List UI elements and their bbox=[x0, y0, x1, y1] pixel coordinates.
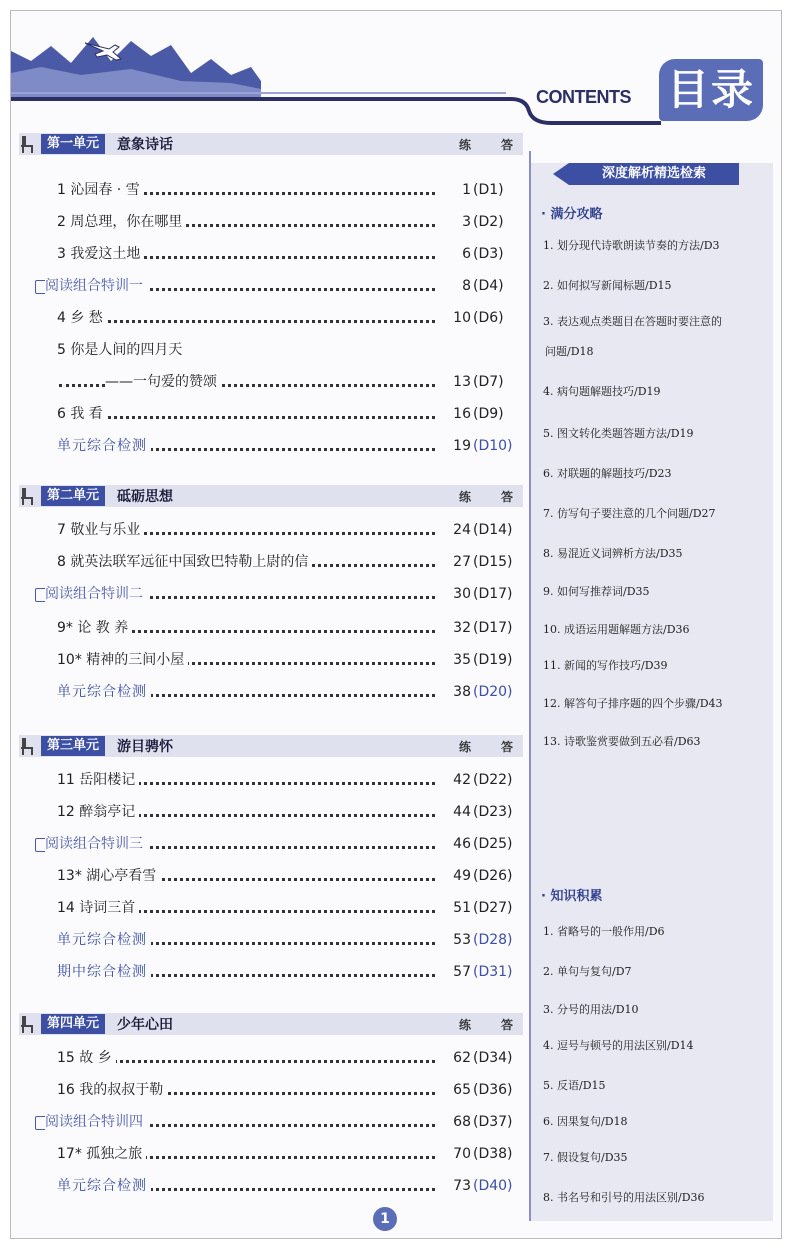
entry-answer-page: (D9) bbox=[473, 406, 504, 422]
strategy-item[interactable]: 7. 仿写句子要注意的几个问题/D27 bbox=[543, 507, 716, 520]
entry-answer-page: (D3) bbox=[473, 246, 504, 262]
entry-page: 30 bbox=[450, 583, 471, 605]
entry-page: 13 bbox=[450, 371, 471, 393]
knowledge-item[interactable]: 7. 假设复句/D35 bbox=[543, 1151, 628, 1164]
panel-title-text: 深度解析精选检索 bbox=[601, 166, 706, 181]
entry-page: 32 bbox=[450, 617, 471, 639]
entry-answer-page: (D38) bbox=[473, 1146, 513, 1162]
page-title: 目录 bbox=[659, 59, 763, 121]
unit-name: 意象诗话 bbox=[117, 137, 174, 153]
toc-entry[interactable] bbox=[19, 1175, 523, 1197]
strategy-item[interactable]: 8. 易混近义词辨析方法/D35 bbox=[543, 547, 683, 560]
unit-number: 第三单元 bbox=[41, 736, 105, 756]
entry-page: 1 bbox=[459, 179, 471, 201]
entry-answer-page: (D40) bbox=[473, 1178, 513, 1194]
entry-page: 73 bbox=[450, 1175, 471, 1197]
entry-title: 4 乡 愁 bbox=[57, 307, 107, 329]
answer-column-label: 答 bbox=[500, 1017, 513, 1032]
entry-title: 15 故 乡 bbox=[57, 1047, 116, 1069]
panel-title bbox=[569, 163, 739, 185]
reading-chair-icon bbox=[19, 134, 37, 154]
entry-title: 阅读组合特训一 bbox=[45, 275, 147, 297]
toc-entry[interactable] bbox=[19, 435, 523, 457]
entry-answer-page: (D20) bbox=[473, 684, 513, 700]
entry-title: 13* 湖心亭看雪 bbox=[57, 865, 160, 887]
toc-entry[interactable] bbox=[19, 339, 523, 361]
practice-column-label: 练 bbox=[458, 739, 471, 754]
toc-entry[interactable] bbox=[19, 583, 523, 605]
unit-name: 砥砺思想 bbox=[117, 489, 174, 505]
entry-answer-page: (D2) bbox=[473, 214, 504, 230]
answer-column-label: 答 bbox=[500, 739, 513, 754]
unit-name: 游目骋怀 bbox=[117, 739, 174, 755]
arrow-icon bbox=[553, 163, 569, 185]
toc-entry[interactable] bbox=[19, 1047, 523, 1069]
entry-answer-page: (D23) bbox=[473, 804, 513, 820]
entry-answer-page: (D14) bbox=[473, 522, 513, 538]
unit-bar bbox=[19, 133, 523, 155]
contents-page bbox=[10, 10, 782, 1239]
reading-chair-icon bbox=[19, 486, 37, 506]
unit-header bbox=[19, 133, 523, 155]
entry-title: 11 岳阳楼记 bbox=[57, 769, 139, 791]
entry-page: 6 bbox=[459, 243, 471, 265]
toc-entry[interactable] bbox=[19, 307, 523, 329]
entry-title: 阅读组合特训二 bbox=[45, 583, 147, 605]
entry-title: 8 就英法联军远征中国致巴特勒上尉的信 bbox=[57, 551, 312, 573]
toc-entry[interactable] bbox=[19, 865, 523, 887]
entry-page: 49 bbox=[450, 865, 471, 887]
entry-title: 3 我爱这土地 bbox=[57, 243, 144, 265]
section-knowledge-title: · 知识积累 bbox=[541, 889, 603, 904]
entry-answer-page: (D26) bbox=[473, 868, 513, 884]
section-strategy-title: · 满分攻略 bbox=[541, 207, 603, 222]
entry-title: 单元综合检测 bbox=[57, 435, 151, 457]
entry-answer-page: (D17) bbox=[473, 620, 513, 636]
entry-title: 17* 孤独之旅 bbox=[57, 1143, 146, 1165]
strategy-item[interactable]: 11. 新闻的写作技巧/D39 bbox=[543, 659, 668, 672]
entry-page: 68 bbox=[450, 1111, 471, 1133]
toc-entry[interactable] bbox=[19, 211, 523, 233]
entry-answer-page: (D36) bbox=[473, 1082, 513, 1098]
toc-entry[interactable] bbox=[19, 929, 523, 951]
unit-number: 第二单元 bbox=[41, 486, 105, 506]
practice-column-label: 练 bbox=[458, 1017, 471, 1032]
dot-leader bbox=[59, 416, 435, 419]
toc-entry[interactable] bbox=[19, 961, 523, 983]
unit-header bbox=[19, 1013, 523, 1035]
toc-entry[interactable] bbox=[19, 243, 523, 265]
entry-title: 单元综合检测 bbox=[57, 681, 151, 703]
toc-entry[interactable] bbox=[19, 551, 523, 573]
answer-column-label: 答 bbox=[500, 489, 513, 504]
entry-answer-page: (D31) bbox=[473, 964, 513, 980]
toc-entry[interactable] bbox=[19, 403, 523, 425]
entry-title: 9* 论 教 养 bbox=[57, 617, 132, 639]
toc-entry[interactable] bbox=[19, 519, 523, 541]
unit-bar bbox=[19, 485, 523, 507]
toc-entry[interactable] bbox=[19, 617, 523, 639]
entry-title: 阅读组合特训四 bbox=[45, 1111, 147, 1133]
toc-entry[interactable] bbox=[19, 179, 523, 201]
knowledge-item[interactable]: 8. 书名号和引号的用法区别/D36 bbox=[543, 1191, 705, 1204]
entry-answer-page: (D19) bbox=[473, 652, 513, 668]
entry-answer-page: (D6) bbox=[473, 310, 504, 326]
unit-bar bbox=[19, 1013, 523, 1035]
unit-number: 第一单元 bbox=[41, 134, 105, 154]
strategy-item[interactable]: 4. 病句题解题技巧/D19 bbox=[543, 385, 661, 398]
entry-answer-page: (D27) bbox=[473, 900, 513, 916]
entry-answer-page: (D25) bbox=[473, 836, 513, 852]
strategy-item[interactable]: 13. 诗歌鉴赏要做到五必看/D63 bbox=[543, 735, 701, 748]
strategy-item[interactable]: 5. 图文转化类题答题方法/D19 bbox=[543, 427, 694, 440]
entry-page: 35 bbox=[450, 649, 471, 671]
entry-page: 46 bbox=[450, 833, 471, 855]
strategy-item[interactable]: 3. 表达观点类题目在答题时要注意的 bbox=[543, 315, 722, 328]
entry-page: 27 bbox=[450, 551, 471, 573]
entry-page: 62 bbox=[450, 1047, 471, 1069]
strategy-item[interactable]: 6. 对联题的解题技巧/D23 bbox=[543, 467, 672, 480]
toc-entry[interactable] bbox=[19, 1111, 523, 1133]
toc-entry[interactable] bbox=[19, 371, 523, 393]
entry-page: 57 bbox=[450, 961, 471, 983]
contents-label: CONTENTS bbox=[536, 87, 631, 107]
entry-answer-page: (D15) bbox=[473, 554, 513, 570]
entry-answer-page: (D4) bbox=[473, 278, 504, 294]
entry-answer-page: (D37) bbox=[473, 1114, 513, 1130]
index-panel bbox=[531, 163, 773, 1221]
toc-entry[interactable] bbox=[19, 681, 523, 703]
entry-page: 24 bbox=[450, 519, 471, 541]
strategy-item[interactable]: 12. 解答句子排序题的四个步骤/D43 bbox=[543, 697, 723, 710]
toc-entry[interactable] bbox=[19, 275, 523, 297]
entry-answer-page: (D34) bbox=[473, 1050, 513, 1066]
entry-answer-page: (D7) bbox=[473, 374, 504, 390]
toc-entry[interactable] bbox=[19, 649, 523, 671]
strategy-item[interactable]: 10. 成语运用题解题方法/D36 bbox=[543, 623, 690, 636]
entry-page: 16 bbox=[450, 403, 471, 425]
entry-page: 8 bbox=[459, 275, 471, 297]
entry-title: 单元综合检测 bbox=[57, 929, 151, 951]
entry-title: ——一句爱的赞颂 bbox=[105, 371, 221, 393]
knowledge-item[interactable]: 4. 逗号与顿号的用法区别/D14 bbox=[543, 1039, 694, 1052]
entry-page: 53 bbox=[450, 929, 471, 951]
toc-entry[interactable] bbox=[19, 1079, 523, 1101]
entry-page: 38 bbox=[450, 681, 471, 703]
entry-title: 2 周总理，你在哪里 bbox=[57, 211, 186, 233]
knowledge-item[interactable]: 1. 省略号的一般作用/D6 bbox=[543, 925, 665, 938]
unit-name: 少年心田 bbox=[117, 1017, 174, 1033]
toc-entry[interactable] bbox=[19, 833, 523, 855]
knowledge-item[interactable]: 3. 分号的用法/D10 bbox=[543, 1003, 639, 1016]
entry-title: 16 我的叔叔于勒 bbox=[57, 1079, 167, 1101]
knowledge-item[interactable]: 5. 反语/D15 bbox=[543, 1079, 606, 1092]
practice-column-label: 练 bbox=[458, 137, 471, 152]
knowledge-item[interactable]: 6. 因果复句/D18 bbox=[543, 1115, 628, 1128]
header bbox=[11, 11, 781, 131]
entry-title: 期中综合检测 bbox=[57, 961, 151, 983]
entry-title: 12 醉翁亭记 bbox=[57, 801, 139, 823]
entry-answer-page: (D17) bbox=[473, 586, 513, 602]
entry-title: 14 诗词三首 bbox=[57, 897, 139, 919]
knowledge-item[interactable]: 2. 单句与复句/D7 bbox=[543, 965, 632, 978]
entry-title: 单元综合检测 bbox=[57, 1175, 151, 1197]
practice-column-label: 练 bbox=[458, 489, 471, 504]
page-number: 1 bbox=[373, 1207, 397, 1231]
strategy-item[interactable]: 1. 划分现代诗歌朗读节奏的方法/D3 bbox=[543, 239, 720, 252]
toc-entry[interactable] bbox=[19, 801, 523, 823]
entry-page: 70 bbox=[450, 1143, 471, 1165]
entry-page: 19 bbox=[450, 435, 471, 457]
entry-answer-page: (D10) bbox=[473, 438, 513, 454]
entry-page: 44 bbox=[450, 801, 471, 823]
entry-answer-page: (D22) bbox=[473, 772, 513, 788]
entry-title: 5 你是人间的四月天 bbox=[57, 339, 186, 361]
strategy-item[interactable]: 2. 如何拟写新闻标题/D15 bbox=[543, 279, 672, 292]
unit-bar bbox=[19, 735, 523, 757]
unit-header bbox=[19, 735, 523, 757]
unit-header bbox=[19, 485, 523, 507]
reading-chair-icon bbox=[19, 736, 37, 756]
entry-page: 65 bbox=[450, 1079, 471, 1101]
entry-title: 1 沁园春 · 雪 bbox=[57, 179, 144, 201]
strategy-item[interactable]: 问题/D18 bbox=[545, 345, 594, 358]
entry-page: 51 bbox=[450, 897, 471, 919]
dot-leader bbox=[59, 320, 435, 323]
entry-title: 7 敬业与乐业 bbox=[57, 519, 144, 541]
reading-chair-icon bbox=[19, 1014, 37, 1034]
entry-title: 6 我 看 bbox=[57, 403, 107, 425]
entry-page: 10 bbox=[450, 307, 471, 329]
entry-page: 3 bbox=[459, 211, 471, 233]
toc-entry[interactable] bbox=[19, 769, 523, 791]
entry-page: 42 bbox=[450, 769, 471, 791]
entry-answer-page: (D1) bbox=[473, 182, 504, 198]
toc-entry[interactable] bbox=[19, 897, 523, 919]
strategy-item[interactable]: 9. 如何写推荐词/D35 bbox=[543, 585, 650, 598]
answer-column-label: 答 bbox=[500, 137, 513, 152]
entry-title: 阅读组合特训三 bbox=[45, 833, 147, 855]
entry-answer-page: (D28) bbox=[473, 932, 513, 948]
toc-entry[interactable] bbox=[19, 1143, 523, 1165]
unit-number: 第四单元 bbox=[41, 1014, 105, 1034]
entry-title: 10* 精神的三间小屋 bbox=[57, 649, 188, 671]
